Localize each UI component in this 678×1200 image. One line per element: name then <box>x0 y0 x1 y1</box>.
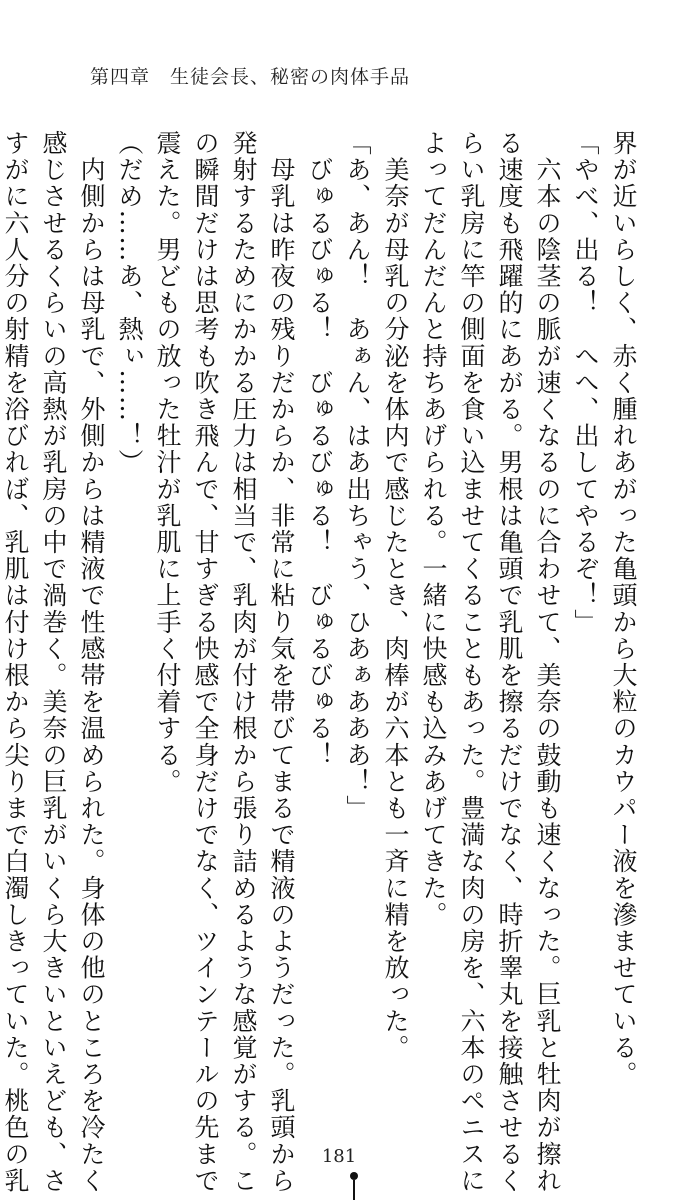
text-line: （だめ……あ、熱ぃ……！） <box>115 130 144 476</box>
text-line: の瞬間だけは思考も吹き飛んで、甘すぎる快感で全身だけでなく、ツインテールの先まで <box>191 130 220 1194</box>
page-marker-stem <box>353 1180 355 1200</box>
page-marker-icon <box>350 1172 358 1200</box>
chapter-title: 第四章 生徒会長、秘密の肉体手品 <box>90 66 411 88</box>
text-line: 美奈が母乳の分泌を体内で感じたとき、肉棒が六本とも一斉に精を放った。 <box>381 130 410 1061</box>
text-line: びゅるびゅる！ びゅるびゅる！ びゅるびゅる！ <box>305 130 334 769</box>
text-line: 「あ、あん！ あぁん、はあ出ちゃう、ひあぁあああ！」 <box>343 130 372 822</box>
text-line: 震えた。男どもの放った牡汁が乳肌に上手く付着する。 <box>153 130 182 795</box>
text-line: 「やべ、出る！ へへ、出してやるぞ！」 <box>571 130 600 636</box>
text-line: よってだんだんと持ちあげられる。一緒に快感も込みあげてきた。 <box>419 130 448 928</box>
text-line: る速度も飛躍的にあがる。男根は亀頭で乳肌を擦るだけでなく、時折睾丸を接触させるく <box>495 130 524 1194</box>
text-line: 界が近いらしく、赤く腫れあがった亀頭から大粒のカウパー液を滲ませている。 <box>609 130 638 1088</box>
page-number: 181 <box>321 1146 357 1167</box>
text-line: 内側からは母乳で、外側からは精液で性感帯を温められた。身体の他のところを冷たく <box>77 130 106 1194</box>
text-line: 発射するためにかかる圧力は相当で、乳肉が付け根から張り詰めるような感覚がする。こ <box>229 130 258 1194</box>
text-line: 六本の陰茎の脈が速くなるのに合わせて、美奈の鼓動も速くなった。巨乳と牡肉が擦れ <box>533 130 562 1194</box>
text-line: らい乳房に竿の側面を食い込ませてくることもあった。豊満な肉の房を、六本のペニスに <box>457 130 486 1194</box>
text-line: 感じさせるくらいの高熱が乳房の中で渦巻く。美奈の巨乳がいくら大きいといえども、さ <box>39 130 68 1194</box>
page-marker-dot <box>350 1172 358 1180</box>
text-line: すがに六人分の射精を浴びれば、乳肌は付け根から尖りまで白濁しきっていた。桃色の乳 <box>1 130 30 1194</box>
text-line: 母乳は昨夜の残りだからか、非常に粘り気を帯びてまるで精液のようだった。乳頭から <box>267 130 296 1194</box>
